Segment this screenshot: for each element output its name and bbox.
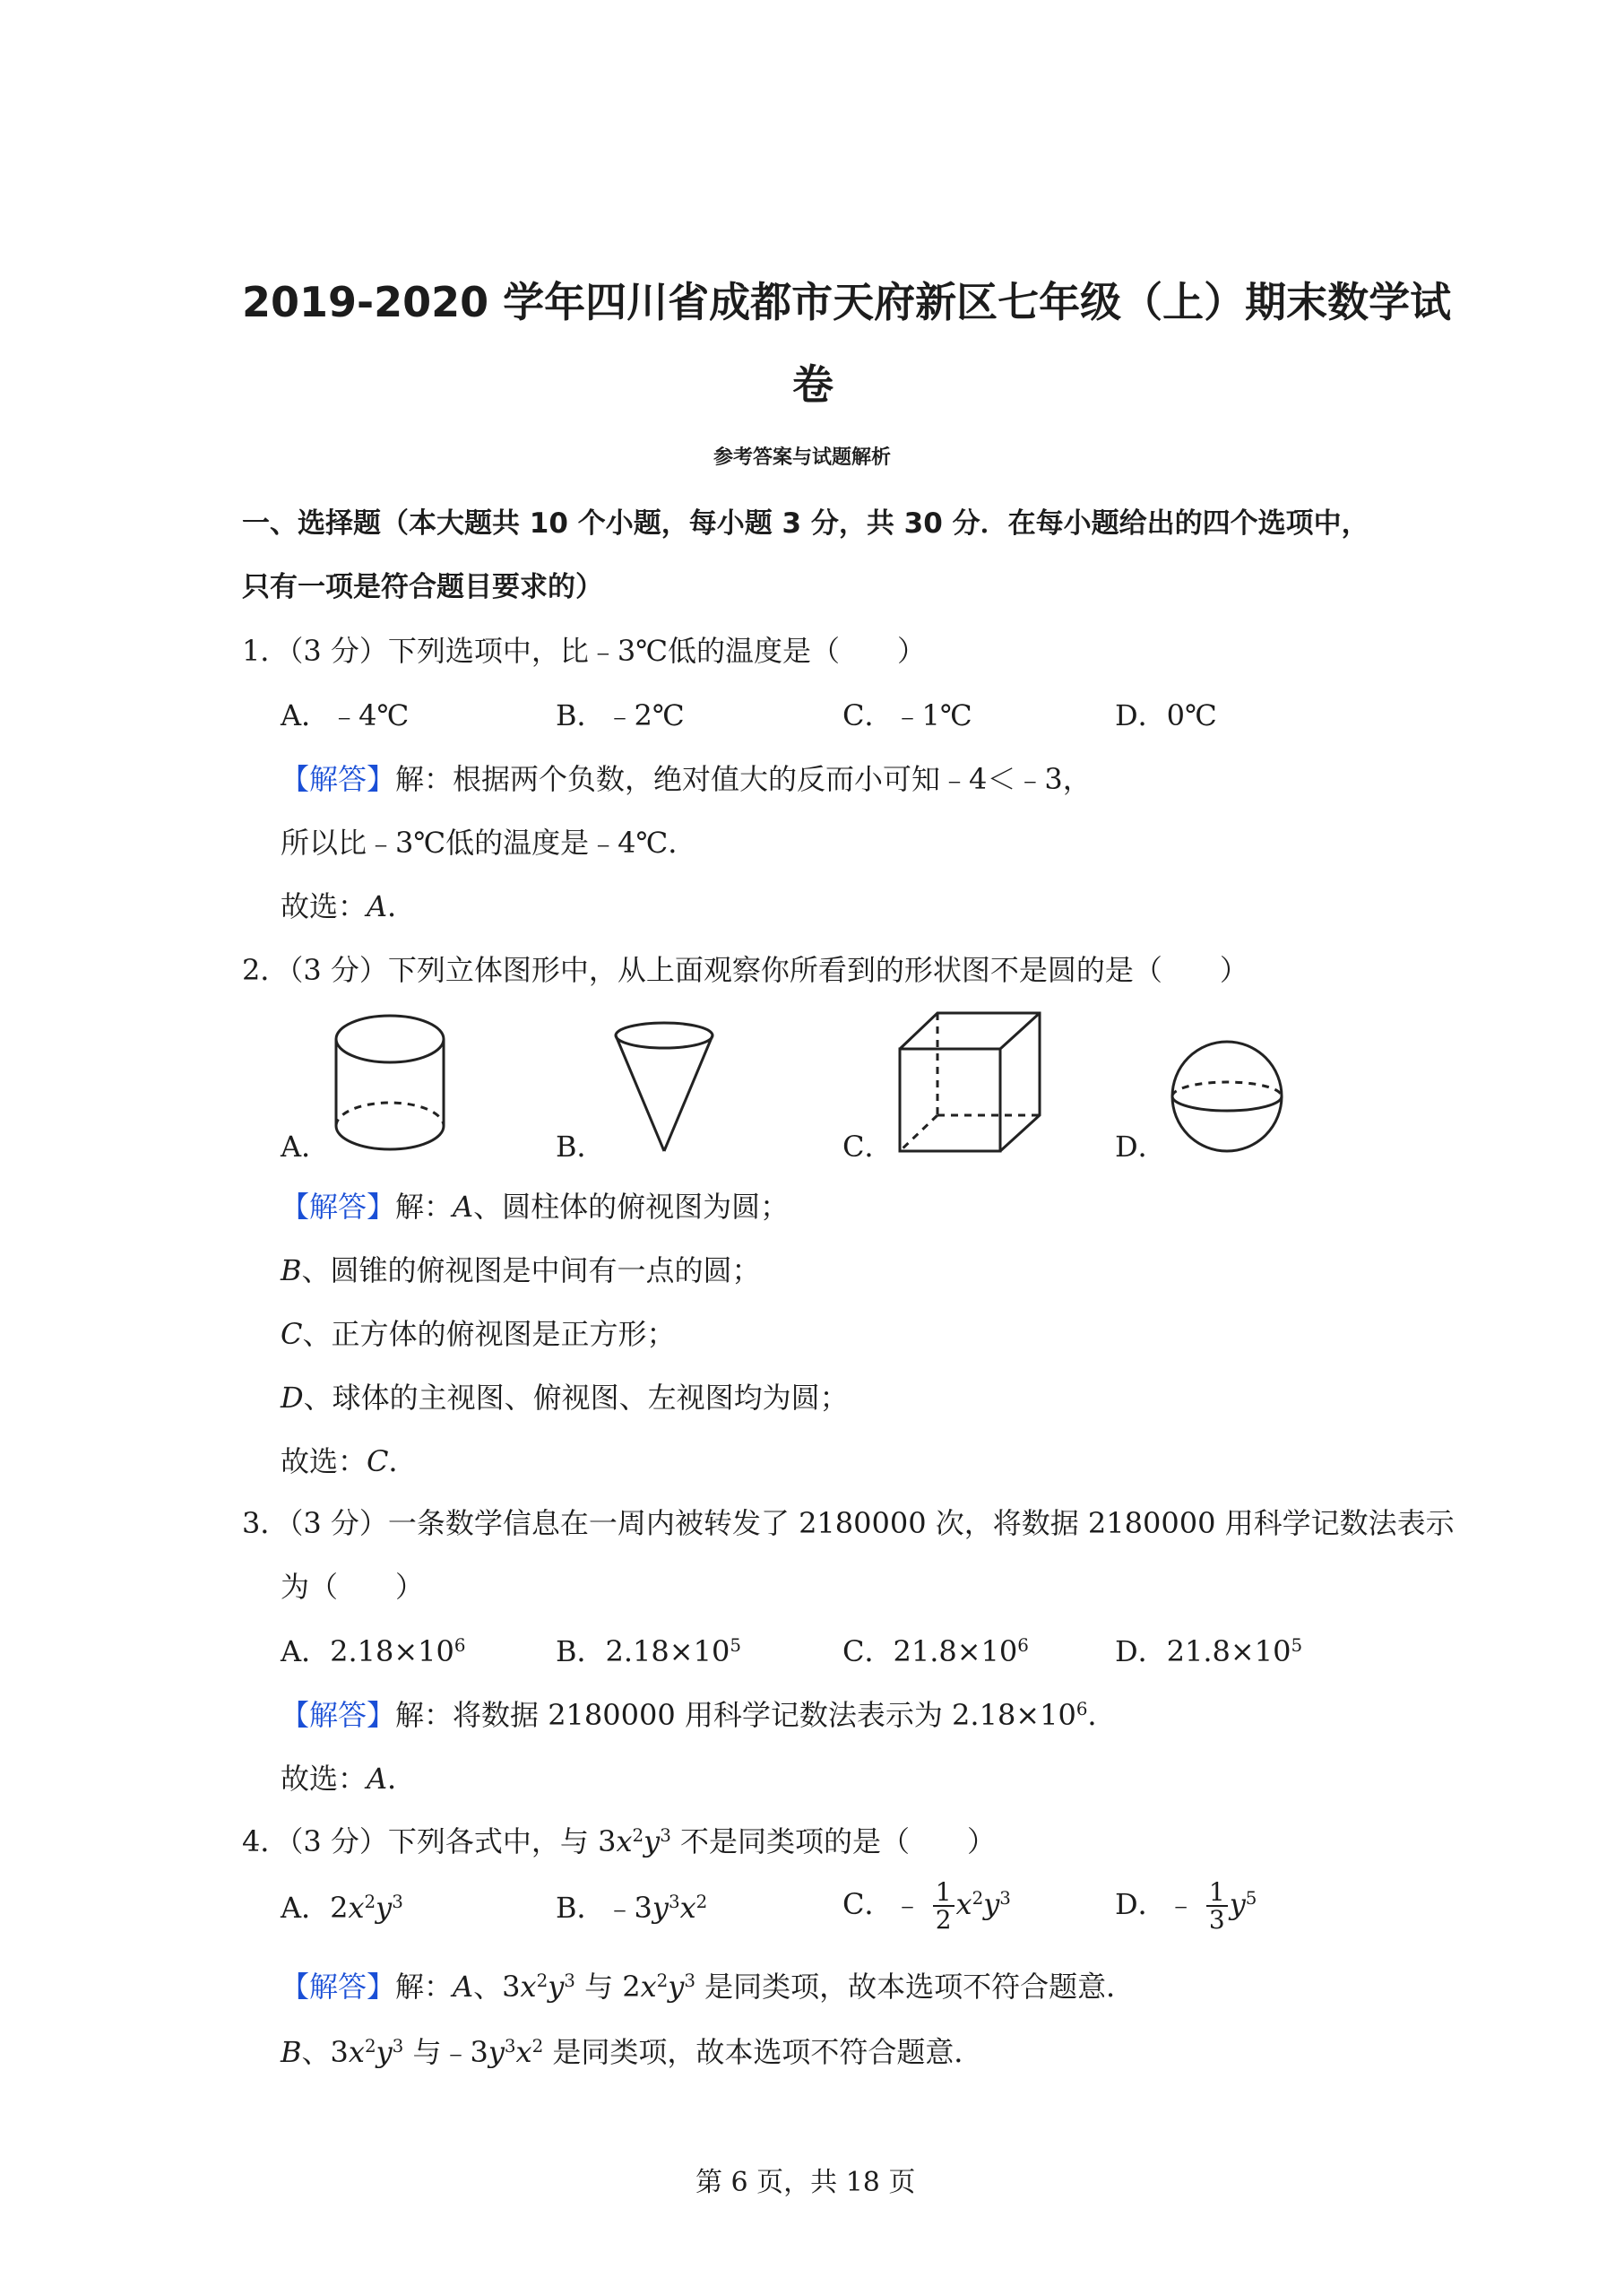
cube-icon xyxy=(896,1009,1045,1155)
document-subtitle: 参考答案与试题解析 xyxy=(713,446,892,469)
q2-solution-line2: B、圆锥的俯视图是中间有一点的圆； xyxy=(281,1253,761,1287)
document-title-line1: 2019-2020 学年四川省成都市天府新区七年级（上）期末数学试 xyxy=(242,278,1452,326)
q2-solution-line3: C、正方体的俯视图是正方形； xyxy=(281,1317,676,1351)
q3-option-b: B．$2.18\times 10^5$ xyxy=(556,1634,741,1668)
q2-choice: 故选：C． xyxy=(281,1444,418,1478)
q2-stem: 2．（3 分）下列立体图形中，从上面观察你所看到的形状图不是圆的是（ ） xyxy=(242,953,1248,987)
q4-option-c: C．﹣ $\frac{1}{2}$ $x^2y^3$ xyxy=(842,1877,1011,1936)
q3-option-d: D．$21.8\times 10^5$ xyxy=(1115,1634,1303,1668)
answer-tag: 【解答】 xyxy=(281,762,396,796)
q2-option-a: A． xyxy=(281,1130,331,1164)
q1-solution-line2: 所以比﹣3℃低的温度是﹣4℃． xyxy=(281,826,697,860)
q3-choice: 故选：A． xyxy=(281,1762,417,1796)
q1-stem: 1．（3 分）下列选项中，比﹣3℃低的温度是（ ） xyxy=(242,634,927,668)
q3-solution: 【解答】解：将数据 2180000 用科学记数法表示为 $2.18\times 10^6$． xyxy=(281,1698,1117,1732)
q4-solution-line2: B、$3x^2y^3$ 与$﹣3y^3x^2$ 是同类项，故本选项不符合题意． xyxy=(281,2035,983,2069)
page-footer: 第 6 页，共 18 页 xyxy=(695,2167,916,2198)
q2-solution-line1: 【解答】解：A、圆柱体的俯视图为圆； xyxy=(281,1190,790,1224)
q4-option-b: B．$﹣3y^3x^2$ xyxy=(556,1891,708,1925)
fraction: $\frac{1}{2}$ xyxy=(933,1879,955,1934)
q3-stem-line2: 为（ ） xyxy=(281,1570,425,1604)
section-heading-line1: 一、选择题（本大题共 10 个小题，每小题 3 分，共 30 分．在每小题给出的四个选项中， xyxy=(242,507,1369,540)
q4-solution-line1: 【解答】解：A、$3x^2y^3$ 与 $2x^2y^3$ 是同类项，故本选项不符合题意． xyxy=(281,1970,1136,2004)
q4-option-a: A．$2x^2y^3$ xyxy=(281,1891,403,1925)
cylinder-icon xyxy=(332,1011,448,1155)
q2-option-b: B． xyxy=(556,1130,606,1164)
q1-option-a: A．﹣4℃ xyxy=(281,698,410,732)
q2-solution-line4: D、球体的主视图、俯视图、左视图均为圆； xyxy=(281,1381,849,1415)
q1-option-d: D．0℃ xyxy=(1115,698,1217,732)
q4-stem: 4．（3 分）下列各式中，与 $3x^2y^3$ 不是同类项的是（ ） xyxy=(242,1824,996,1858)
fraction: $\frac{1}{3}$ xyxy=(1206,1879,1228,1934)
q2-option-c: C． xyxy=(842,1130,894,1164)
q3-option-c: C．$21.8\times 10^6$ xyxy=(842,1634,1029,1668)
q1-option-b: B．﹣2℃ xyxy=(556,698,685,732)
sphere-icon xyxy=(1169,1038,1285,1155)
q4-option-d: D．﹣ $\frac{1}{3}$ $y^5$ xyxy=(1115,1877,1257,1936)
q3-stem-line1: 3．（3 分）一条数学信息在一周内被转发了 2180000 次，将数据 2180000 用科学记数法表示 xyxy=(242,1506,1455,1540)
q3-option-a: A．$2.18\times 10^6$ xyxy=(281,1634,466,1668)
q1-solution-line1: 【解答】解：根据两个负数，绝对值大的反而小可知﹣4＜﹣3， xyxy=(281,762,1092,796)
cone-icon xyxy=(612,1020,716,1155)
section-heading-line2: 只有一项是符合题目要求的） xyxy=(242,571,603,603)
q2-option-d: D． xyxy=(1115,1130,1167,1164)
q1-choice: 故选：A． xyxy=(281,889,417,923)
q1-option-c: C．﹣1℃ xyxy=(842,698,972,732)
document-title-line2: 卷 xyxy=(792,360,834,409)
